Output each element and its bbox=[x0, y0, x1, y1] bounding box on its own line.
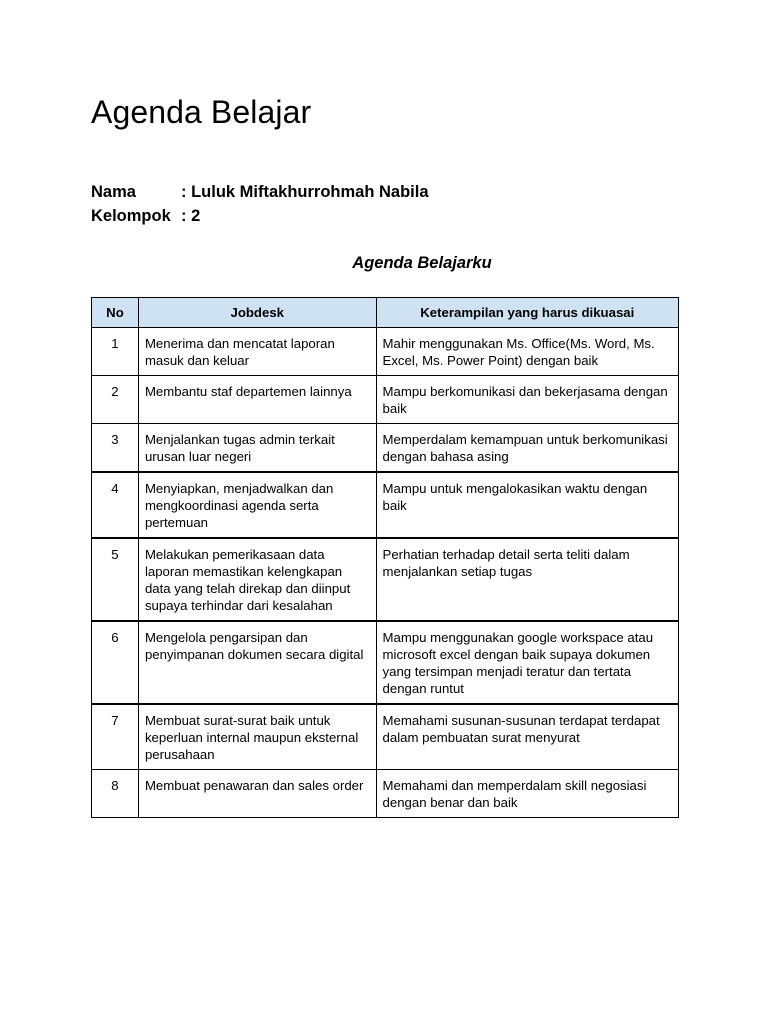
table-row bbox=[92, 376, 679, 424]
row-jobdesk: Menyiapkan, menjadwalkan dan mengkoordinasi agenda serta pertemuan bbox=[138, 472, 376, 538]
field-label-kelompok: Kelompok bbox=[91, 207, 171, 225]
row-skill: Mampu untuk mengalokasikan waktu dengan baik bbox=[376, 472, 678, 538]
row-jobdesk: Membuat penawaran dan sales order bbox=[138, 770, 376, 818]
row-number: 5 bbox=[92, 538, 139, 621]
table-row bbox=[92, 424, 679, 473]
row-number: 7 bbox=[92, 704, 139, 770]
row-jobdesk: Melakukan pemerikasaan data laporan memastikan kelengkapan data yang telah direkap dan diinput supaya terhindar dari kesalahan bbox=[138, 538, 376, 621]
field-label-nama: Nama bbox=[91, 183, 136, 201]
table-title: Agenda Belajarku bbox=[352, 254, 492, 272]
table-row bbox=[92, 472, 679, 538]
row-skill: Perhatian terhadap detail serta teliti dalam menjalankan setiap tugas bbox=[376, 538, 678, 621]
table-row bbox=[92, 704, 679, 770]
table-row bbox=[92, 770, 679, 818]
header-no: No bbox=[92, 298, 139, 328]
document-title: Agenda Belajar bbox=[91, 94, 312, 130]
row-number: 8 bbox=[92, 770, 139, 818]
table-row bbox=[92, 538, 679, 621]
row-skill: Mahir menggunakan Ms. Office(Ms. Word, Ms. Excel, Ms. Power Point) dengan baik bbox=[376, 328, 678, 376]
field-nama bbox=[91, 183, 429, 202]
row-jobdesk: Mengelola pengarsipan dan penyimpanan dokumen secara digital bbox=[138, 621, 376, 704]
header-jobdesk: Jobdesk bbox=[138, 298, 376, 328]
row-jobdesk: Menjalankan tugas admin terkait urusan luar negeri bbox=[138, 424, 376, 473]
row-jobdesk: Membantu staf departemen lainnya bbox=[138, 376, 376, 424]
row-number: 4 bbox=[92, 472, 139, 538]
header-skill: Keterampilan yang harus dikuasai bbox=[376, 298, 678, 328]
agenda-table bbox=[91, 297, 679, 818]
row-jobdesk: Membuat surat-surat baik untuk keperluan internal maupun eksternal perusahaan bbox=[138, 704, 376, 770]
row-number: 1 bbox=[92, 328, 139, 376]
row-skill: Mampu menggunakan google workspace atau microsoft excel dengan baik supaya dokumen yang tersimpan menjadi teratur dan tertata dengan runtut bbox=[376, 621, 678, 704]
row-number: 2 bbox=[92, 376, 139, 424]
table-row bbox=[92, 621, 679, 704]
row-skill: Memahami dan memperdalam skill negosiasi dengan benar dan baik bbox=[376, 770, 678, 818]
field-value-nama: : Luluk Miftakhurrohmah Nabila bbox=[181, 183, 429, 201]
row-number: 6 bbox=[92, 621, 139, 704]
row-jobdesk: Menerima dan mencatat laporan masuk dan keluar bbox=[138, 328, 376, 376]
row-number: 3 bbox=[92, 424, 139, 473]
row-skill: Memperdalam kemampuan untuk berkomunikasi dengan bahasa asing bbox=[376, 424, 678, 473]
table-header-row bbox=[92, 298, 679, 328]
field-value-kelompok: : 2 bbox=[181, 207, 201, 225]
row-skill: Mampu berkomunikasi dan bekerjasama dengan baik bbox=[376, 376, 678, 424]
row-skill: Memahami susunan-susunan terdapat terdapat dalam pembuatan surat menyurat bbox=[376, 704, 678, 770]
field-kelompok bbox=[91, 207, 200, 226]
table-row bbox=[92, 328, 679, 376]
